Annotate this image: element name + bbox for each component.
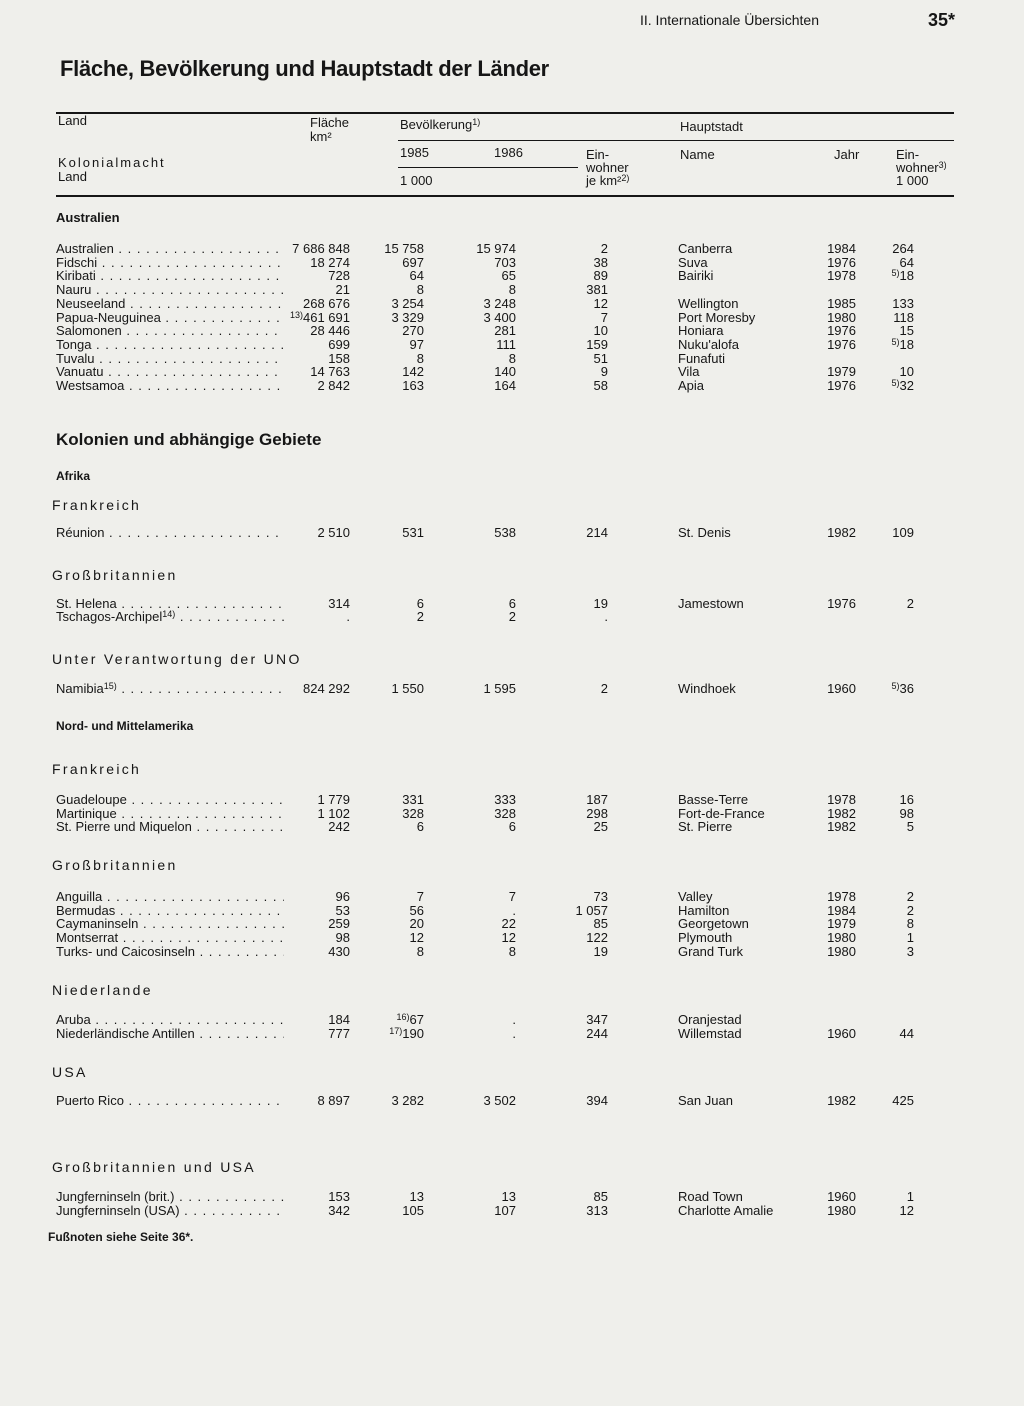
cell-b1986: 281: [494, 323, 516, 339]
colonial-power-heading: Großbritannien und USA: [52, 1159, 256, 1175]
cell-dichte: 25: [593, 819, 608, 835]
cell-b1986: 703: [494, 254, 516, 270]
cell-land: Martinique . . .: [56, 807, 284, 821]
cell-dichte: 85: [593, 1189, 608, 1204]
cell-name: Suva: [678, 254, 708, 270]
cell-b1985: 8: [416, 943, 424, 959]
header-rule-years: [398, 167, 578, 168]
cell-ew: 16: [899, 792, 914, 807]
cell-land: Salomonen . . .: [56, 324, 284, 338]
cell-jahr: 1978: [827, 889, 856, 904]
cell-flaeche: 728: [328, 268, 350, 284]
cell-b1985: 270: [402, 323, 424, 339]
cell-name: Apia: [678, 378, 705, 393]
cell-b1985: 105: [402, 1202, 424, 1218]
cell-b1986: 328: [494, 805, 516, 821]
cell-b1986: 8: [508, 282, 516, 298]
cell-flaeche: 699: [328, 336, 350, 352]
col-header-name: Name: [680, 147, 715, 162]
cell-land: Montserrat . . .: [56, 931, 284, 945]
col-header-unit-1000: 1 000: [400, 173, 433, 188]
cell-jahr: 1984: [827, 241, 856, 256]
cell-b1986: 3 400: [483, 309, 516, 325]
cell-b1986: 333: [494, 792, 516, 807]
cell-land: Tonga . . .: [56, 338, 284, 352]
cell-jahr: 1960: [827, 1025, 856, 1041]
cell-name: Canberra: [678, 241, 733, 256]
cell-land: Guadeloupe . . .: [56, 793, 284, 807]
cell-ew: 2: [906, 889, 914, 904]
cell-flaeche: 430: [328, 943, 350, 959]
cell-dichte: 244: [586, 1025, 608, 1041]
cell-land: Neuseeland . . .: [56, 297, 284, 311]
cell-b1985: 331: [402, 792, 424, 807]
cell-name: Georgetown: [678, 916, 749, 932]
cell-jahr: 1980: [827, 1202, 856, 1218]
cell-b1985: 6: [416, 819, 424, 835]
col-header-einwohner-1: Ein-: [586, 147, 610, 162]
cell-ew: 12: [899, 1202, 914, 1218]
cell-land: Tuvalu . . .: [56, 352, 284, 366]
cell-ew: 264: [892, 241, 914, 256]
cell-land: Anguilla . . .: [56, 890, 284, 904]
cell-ew: 44: [899, 1025, 914, 1041]
cell-b1985: 328: [402, 805, 424, 821]
cell-ew: 1: [906, 930, 914, 946]
cell-land: Kiribati . . .: [56, 269, 284, 283]
cell-b1986: .: [512, 1012, 516, 1027]
cell-b1985: $^{16)}$67: [396, 1012, 424, 1027]
cell-b1985: 13: [409, 1189, 424, 1204]
cell-b1986: 65: [501, 268, 516, 284]
cell-b1986: 13: [501, 1189, 516, 1204]
cell-flaeche: 342: [328, 1202, 350, 1218]
cell-jahr: 1984: [827, 902, 856, 918]
cell-b1986: 15 974: [476, 241, 516, 256]
cell-land: Nauru . . .: [56, 283, 284, 297]
cell-jahr: 1976: [827, 254, 856, 270]
cell-land: Australien . . .: [56, 242, 284, 256]
cell-b1986: 6: [508, 819, 516, 835]
cell-land: Caymaninseln . . .: [56, 917, 284, 931]
cell-flaeche: 96: [335, 889, 350, 904]
cell-flaeche: 14 763: [310, 364, 350, 380]
region-heading: Afrika: [56, 469, 91, 483]
cell-jahr: 1979: [827, 916, 856, 932]
cell-jahr: 1980: [827, 943, 856, 959]
cell-name: Road Town: [678, 1189, 743, 1204]
cell-land: Niederländische Antillen . . .: [56, 1027, 284, 1041]
cell-flaeche: 28 446: [310, 323, 350, 339]
col-header-1985: 1985: [400, 145, 429, 160]
cell-b1985: 56: [409, 902, 424, 918]
cell-land: Vanuatu . . .: [56, 365, 284, 379]
col-header-kolonialmacht: Kolonialmacht: [58, 155, 166, 170]
cell-flaeche: 2 842: [317, 378, 350, 393]
cell-dichte: 51: [593, 350, 608, 366]
col-header-jahr: Jahr: [834, 147, 860, 162]
cell-ew: 1: [906, 1189, 914, 1204]
cell-jahr: 1980: [827, 309, 856, 325]
cell-b1986: 7: [508, 889, 516, 904]
cell-flaeche: 242: [328, 819, 350, 835]
cell-name: Plymouth: [678, 930, 733, 946]
cell-land: Jungferninseln (brit.) . . .: [56, 1190, 284, 1204]
cell-land: Jungferninseln (USA) . . .: [56, 1204, 284, 1218]
page-title: Fläche, Bevölkerung und Hauptstadt der Länder: [60, 56, 549, 81]
cell-jahr: 1980: [827, 930, 856, 946]
cell-ew: 8: [906, 916, 914, 932]
cell-land: St. Pierre und Miquelon . . .: [56, 820, 284, 834]
col-header-1986: 1986: [494, 145, 523, 160]
cell-b1985: 3 254: [391, 295, 424, 311]
cell-dichte: 1 057: [575, 902, 608, 918]
cell-b1986: 111: [496, 336, 516, 352]
cell-land: Turks- und Caicosinseln . . .: [56, 945, 284, 959]
cell-flaeche: 184: [328, 1012, 350, 1027]
cell-b1985: 12: [409, 930, 424, 946]
cell-ew: $^{5)}$32: [891, 378, 914, 393]
cell-jahr: 1976: [827, 378, 856, 393]
colonial-power-heading: Frankreich: [52, 497, 142, 513]
cell-flaeche: 777: [328, 1025, 350, 1041]
cell-ew: 98: [899, 805, 914, 821]
region-heading: Nord- und Mittelamerika: [56, 719, 194, 733]
page-number: 35*: [928, 10, 956, 30]
cell-flaeche: 21: [335, 282, 350, 298]
cell-name: Basse-Terre: [678, 792, 749, 807]
running-header: II. Internationale Übersichten: [640, 12, 819, 28]
cell-name: Nuku'alofa: [678, 336, 740, 352]
cell-jahr: 1979: [827, 364, 856, 380]
cell-name: Grand Turk: [678, 943, 744, 959]
table-top-rule: [56, 112, 954, 114]
cell-b1986: 140: [494, 364, 516, 380]
cell-dichte: 313: [586, 1202, 608, 1218]
cell-dichte: 381: [586, 282, 608, 298]
cell-ew: 2: [906, 902, 914, 918]
col-header-flaeche-unit: km²: [310, 129, 332, 144]
cell-name: Port Moresby: [678, 309, 756, 325]
cell-ew: 64: [899, 254, 914, 270]
cell-b1986: 12: [501, 930, 516, 946]
cell-ew: 5: [906, 819, 914, 835]
cell-land: Aruba . . .: [56, 1013, 284, 1027]
cell-name: Funafuti: [678, 350, 725, 366]
cell-jahr: 1985: [827, 295, 856, 311]
cell-jahr: 1982: [827, 805, 856, 821]
cell-name: Valley: [678, 889, 713, 904]
col-header-ew-3: 1 000: [896, 173, 929, 188]
cell-name: Oranjestad: [678, 1012, 742, 1027]
table-header-rule: [56, 195, 954, 197]
cell-flaeche: 259: [328, 916, 350, 932]
cell-dichte: 73: [593, 889, 608, 904]
col-header-ew-1: Ein-: [896, 147, 920, 162]
cell-name: Willemstad: [678, 1025, 742, 1041]
cell-name: Charlotte Amalie: [678, 1202, 774, 1218]
cell-flaeche: $^{13)}$461 691: [289, 309, 350, 325]
cell-ew: 133: [892, 295, 914, 311]
cell-jahr: 1982: [827, 819, 856, 835]
cell-b1986: .: [512, 902, 516, 918]
col-header-bevoelkerung: Bevölkerung$^{^{1)}}$: [400, 117, 481, 132]
cell-b1986: 3 248: [483, 295, 516, 311]
col-header-hauptstadt: Hauptstadt: [680, 119, 743, 134]
cell-b1985: 97: [409, 336, 424, 352]
cell-dichte: 38: [593, 254, 608, 270]
cell-dichte: 19: [593, 943, 608, 959]
cell-dichte: 7: [600, 309, 608, 325]
colonial-power-heading: Unter Verantwortung der UNO: [52, 651, 302, 667]
cell-flaeche: 53: [335, 902, 350, 918]
cell-flaeche: 7 686 848: [292, 241, 350, 256]
cell-dichte: 58: [593, 378, 608, 393]
cell-flaeche: 1 102: [317, 805, 350, 821]
section-heading: Kolonien und abhängige Gebiete: [56, 430, 322, 449]
cell-name: Fort-de-France: [678, 805, 765, 821]
cell-b1985: 15 758: [384, 241, 424, 256]
cell-dichte: 9: [600, 364, 608, 380]
cell-b1985: 142: [402, 364, 424, 380]
cell-dichte: 89: [593, 268, 608, 284]
col-header-flaeche: Fläche: [310, 115, 350, 130]
cell-dichte: 12: [593, 295, 608, 311]
cell-dichte: 122: [586, 930, 608, 946]
cell-b1985: 3 329: [391, 309, 424, 325]
cell-name: Bairiki: [678, 268, 714, 284]
cell-b1985: 697: [402, 254, 424, 270]
cell-ew: 15: [899, 323, 914, 339]
cell-b1985: 163: [402, 378, 424, 393]
col-header-je-km: je km²$^{^{2)}}$: [586, 173, 630, 188]
colonial-power-heading: Großbritannien: [52, 857, 178, 873]
cell-b1986: 107: [494, 1202, 516, 1218]
colonial-power-heading: Niederlande: [52, 982, 153, 998]
cell-b1985: 8: [416, 282, 424, 298]
cell-b1985: 8: [416, 350, 424, 366]
cell-b1985: 64: [409, 268, 424, 284]
cell-b1986: .: [512, 1025, 516, 1041]
cell-name: St. Pierre: [678, 819, 733, 835]
cell-b1985: 7: [416, 889, 424, 904]
cell-name: Wellington: [678, 295, 739, 311]
cell-name: Vila: [678, 364, 700, 380]
cell-flaeche: 1 779: [317, 792, 350, 807]
colonial-power-heading: USA: [52, 1064, 88, 1080]
cell-name: Hamilton: [678, 902, 730, 918]
cell-b1986: 164: [494, 378, 516, 393]
cell-dichte: 85: [593, 916, 608, 932]
cell-b1986: 8: [508, 350, 516, 366]
cell-ew: 10: [899, 364, 914, 380]
cell-dichte: 298: [586, 805, 608, 821]
cell-b1985: 20: [409, 916, 424, 932]
footnote-reference: Fußnoten siehe Seite 36*.: [48, 1230, 194, 1244]
col-header-ew-2: wohner$^{^{3)}}$: [896, 160, 947, 175]
cell-ew: 118: [893, 309, 914, 325]
cell-ew: $^{5)}$18: [891, 336, 914, 352]
cell-flaeche: 98: [335, 930, 350, 946]
cell-dichte: 347: [586, 1012, 608, 1027]
cell-b1986: 22: [501, 916, 516, 932]
cell-flaeche: 158: [328, 350, 350, 366]
cell-dichte: 159: [586, 336, 608, 352]
cell-flaeche: 18 274: [310, 254, 350, 270]
cell-jahr: 1978: [827, 268, 856, 284]
cell-ew: 3: [906, 943, 914, 959]
colonial-power-heading: Frankreich: [52, 761, 142, 777]
cell-flaeche: 268 676: [303, 295, 350, 311]
cell-name: Honiara: [678, 323, 724, 339]
col-header-land-2: Land: [58, 169, 87, 184]
section-heading: Australien: [56, 210, 120, 225]
col-header-einwohner-2: wohner: [586, 160, 629, 175]
cell-land: Bermudas . . .: [56, 904, 284, 918]
cell-dichte: 10: [593, 323, 608, 339]
cell-dichte: 187: [586, 792, 608, 807]
colonial-power-heading: Großbritannien: [52, 567, 178, 583]
cell-jahr: 1976: [827, 336, 856, 352]
cell-ew: $^{5)}$18: [891, 268, 914, 284]
cell-jahr: 1976: [827, 323, 856, 339]
cell-land: Westsamoa . . .: [56, 379, 284, 393]
cell-b1986: 8: [508, 943, 516, 959]
cell-flaeche: 153: [328, 1189, 350, 1204]
cell-land: Papua-Neuguinea . . .: [56, 311, 284, 325]
header-rule-hauptstadt: [676, 140, 954, 141]
cell-jahr: 1978: [827, 792, 856, 807]
cell-dichte: 2: [600, 241, 608, 256]
cell-land: Fidschi . . .: [56, 256, 284, 270]
header-rule-bevoelkerung: [398, 140, 676, 141]
cell-b1985: $^{17)}$190: [389, 1025, 424, 1041]
cell-jahr: 1960: [827, 1189, 856, 1204]
col-header-land: Land: [58, 113, 87, 128]
